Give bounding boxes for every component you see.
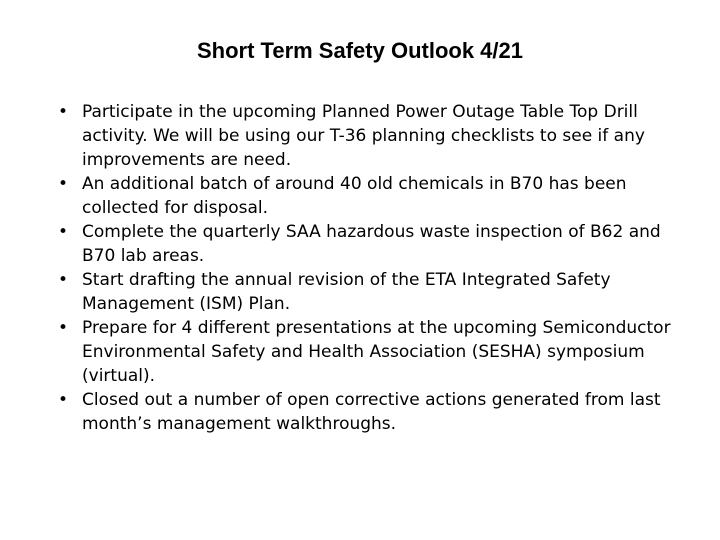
bullet-text: Complete the quarterly SAA hazardous waste inspection of B62 and B70 lab areas. <box>82 222 661 266</box>
bullet-item <box>58 172 688 220</box>
bullet-text: Prepare for 4 different presentations at the upcoming Semiconductor Environmental Safety and Health Association (SESHA) symposium (virtual). <box>82 318 671 386</box>
bullet-text: Closed out a number of open corrective actions generated from last month’s management walkthroughs. <box>82 390 661 434</box>
bullet-item <box>58 316 688 388</box>
bullet-icon: • <box>58 222 69 242</box>
bullet-icon: • <box>58 390 69 410</box>
bullet-icon: • <box>58 174 69 194</box>
bullet-text: An additional batch of around 40 old chemicals in B70 has been collected for disposal. <box>82 174 627 218</box>
bullet-item <box>58 268 688 316</box>
bullet-list <box>58 100 688 436</box>
bullet-text: Participate in the upcoming Planned Power Outage Table Top Drill activity. We will be using our T-36 planning checklists to see if any improvements are need. <box>82 102 645 170</box>
bullet-icon: • <box>58 102 69 122</box>
bullet-text: Start drafting the annual revision of the ETA Integrated Safety Management (ISM) Plan. <box>82 270 611 314</box>
bullet-item <box>58 388 688 436</box>
bullet-item <box>58 100 688 172</box>
bullet-item <box>58 220 688 268</box>
bullet-icon: • <box>58 318 69 338</box>
bullet-icon: • <box>58 270 69 290</box>
slide-title: Short Term Safety Outlook 4/21 <box>196 38 523 63</box>
